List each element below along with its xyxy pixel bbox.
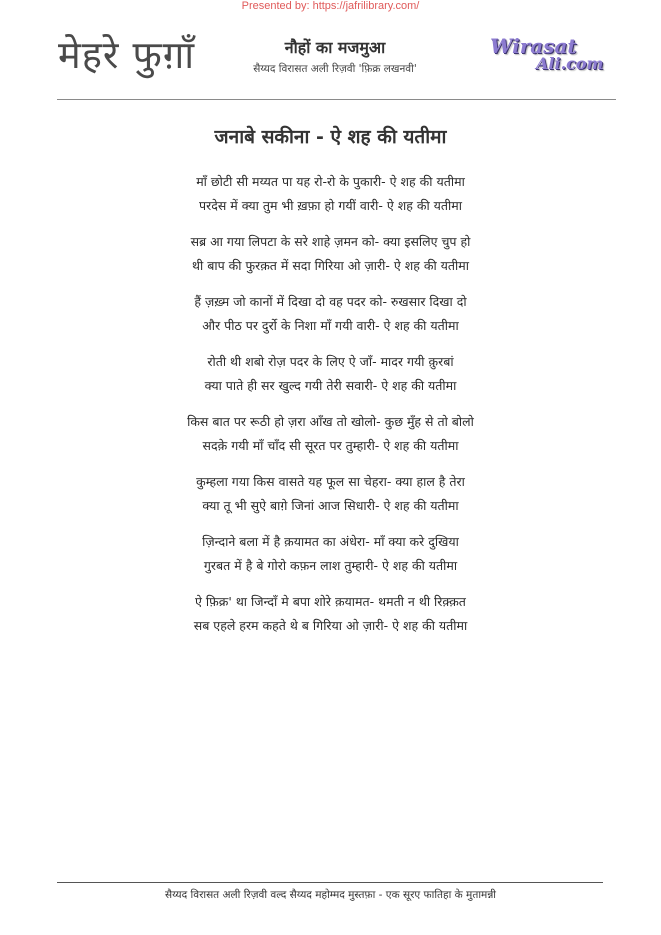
verse-line: सब एहले हरम कहते थे ब गिरिया ओ ज़ारी- ऐ शह की यतीमा <box>193 618 468 633</box>
footer-divider <box>57 882 603 883</box>
verse-line: ज़िन्दाने बला में है क़यामत का अंधेरा- माँ क्या करे दुखिया <box>202 534 459 549</box>
stanza <box>0 170 661 218</box>
stanza <box>0 230 661 278</box>
verse-line: कुम्हला गया किस वासते यह फूल सा चेहरा- क्या हाल है तेरा <box>196 474 465 489</box>
logo-line-1: Wirasat <box>490 34 577 58</box>
verse-line: गुरबत में है बे गोरो कफ़न लाश तुम्हारी- ऐ शह की यतीमा <box>203 558 458 573</box>
stanza <box>0 410 661 458</box>
stanza <box>0 350 661 398</box>
book-subtitle: सैय्यद विरासत अली रिज़वी 'फ़िक्र लखनवी' <box>253 63 417 75</box>
presented-by-banner: Presented by: https://jafrilibrary.com/ <box>241 0 420 12</box>
verse-line: माँ छोटी सी मय्यत पा यह रो-रो के पुकारी- ऐ शह की यतीमा <box>196 174 465 189</box>
verse-line: परदेस में क्या तुम भी ख़फ़ा हो गयीं वारी- ऐ शह की यतीमा <box>198 198 463 213</box>
stanza <box>0 470 661 518</box>
book-title: नौहों का मजमुआ <box>284 38 386 57</box>
verse-line: हैं ज़ख़्म जो कानों में दिखा दो वह पदर को- रुखसार दिखा दो <box>194 294 467 309</box>
brand-title: मेहरे फुग़ाँ <box>58 33 196 77</box>
logo-line-2: Ali.com <box>536 54 604 73</box>
verse-line: थी बाप की फुरक़त में सदा गिरिया ओ ज़ारी- ऐ शह की यतीमा <box>192 258 469 273</box>
verse-line: सब्र आ गया लिपटा के सरे शाहे ज़मन को- क्या इसलिए चुप हो <box>190 234 471 249</box>
verse-line: और पीठ पर दुर्रो के निशा माँ गयी वारी- ऐ शह की यतीमा <box>202 318 459 333</box>
verse-line: क्या पाते ही सर खुल्द गयी तेरी सवारी- ऐ शह की यतीमा <box>204 378 457 393</box>
wirasat-ali-logo[interactable] <box>490 34 610 78</box>
verse-line: सदक़े गयी माँ चाँद सी सूरत पर तुम्हारी- ऐ शह की यतीमा <box>202 438 459 453</box>
verse-line: ऐ फ़िक्र' था जिन्दाँ मे बपा शोरे क़यामत- थमती न थी रिक़्क़त <box>195 594 466 609</box>
verse-line: रोती थी शबो रोज़ पदर के लिए ऐ जाँ- मादर गयी क़ुरबां <box>207 354 454 369</box>
stanza <box>0 590 661 638</box>
stanza <box>0 290 661 338</box>
poem-body <box>0 170 661 650</box>
stanza <box>0 530 661 578</box>
header-divider <box>57 99 616 100</box>
footer-dedication: सैय्यद विरासत अली रिज़वी वल्द सैय्यद महोम्मद मुस्तफ़ा - एक सूरए फातिहा के मुतामन्नी <box>164 889 497 901</box>
poem-title: जनाबे सकीना - ऐ शह की यतीमा <box>214 126 447 148</box>
verse-line: किस बात पर रूठी हो ज़रा आँख तो खोलो- कुछ मुँह से तो बोलो <box>187 414 474 429</box>
verse-line: क्या तू भी सुऐ बाग़े जिनां आज सिधारी- ऐ शह की यतीमा <box>202 498 459 513</box>
